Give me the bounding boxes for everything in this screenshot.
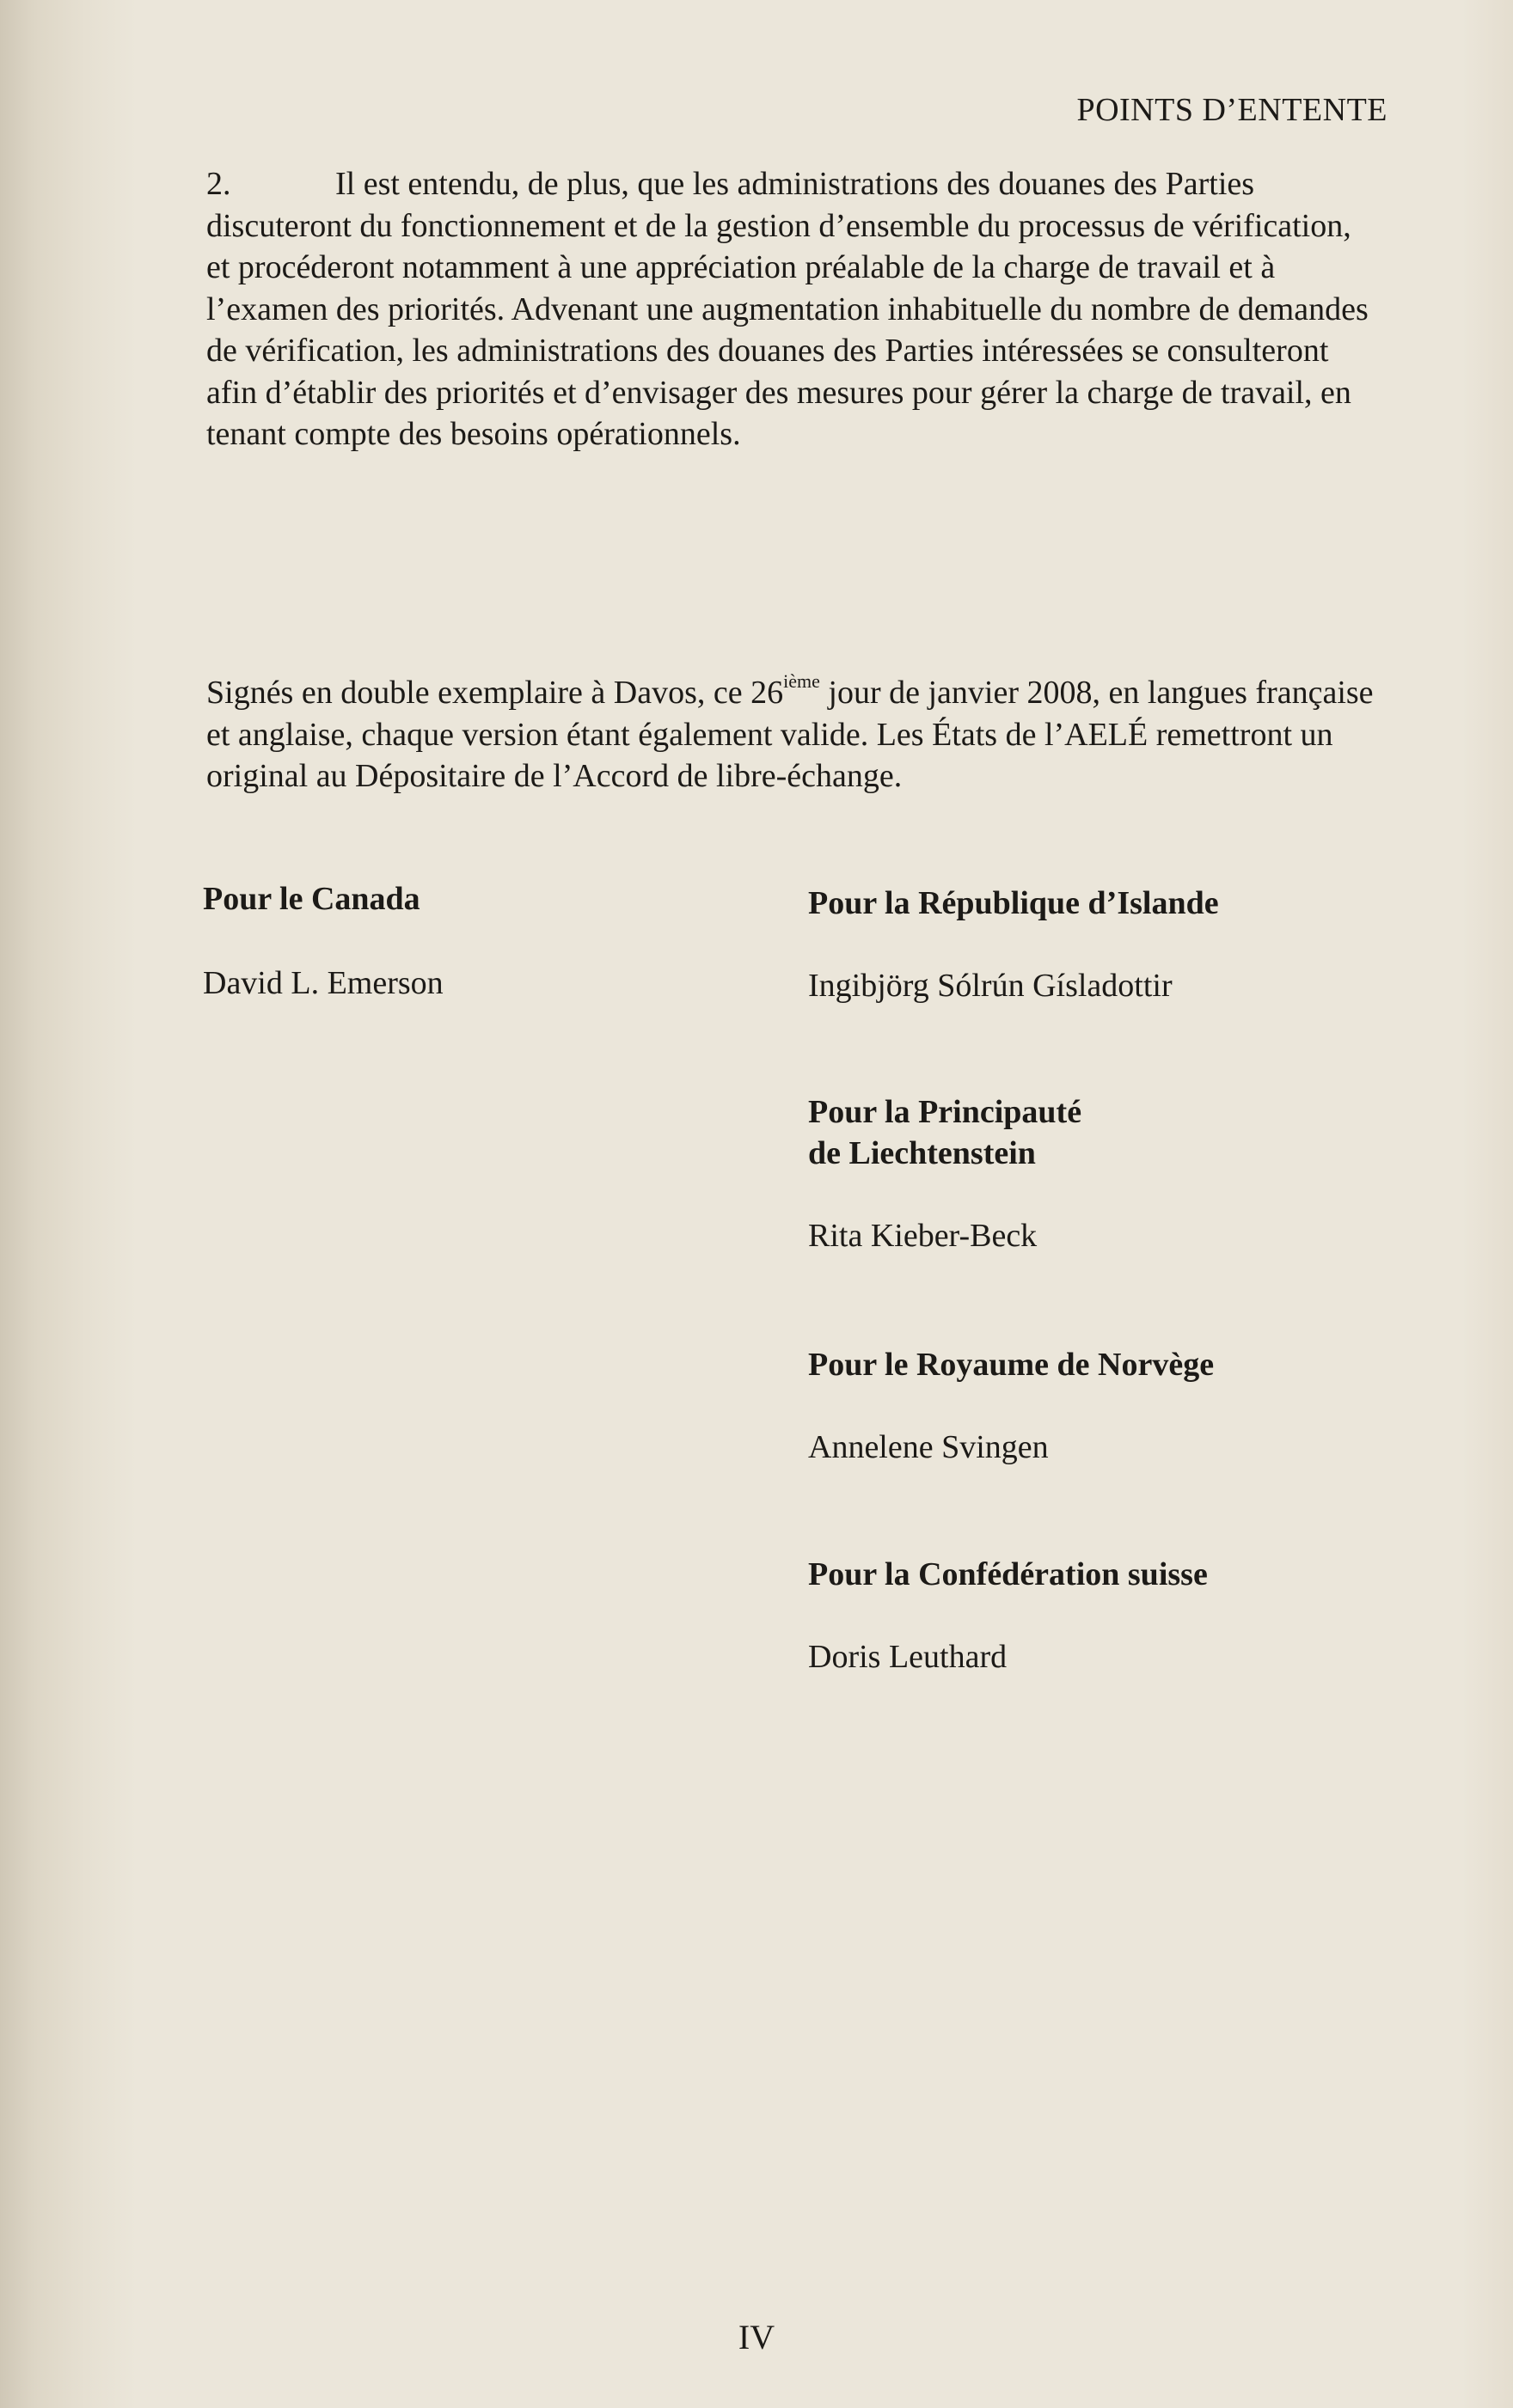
signing-statement [206,672,1393,798]
signing-ordinal-suffix: ième [783,670,820,692]
signing-text-end: jour de janvier 2008, en langues française et anglaise, chaque version étant également valide. Les États de l’AELÉ remettront un original au Dépositaire de l’Accord de libre-échange. [206,675,1374,794]
signing-text-start: Signés en double exemplaire à Davos, ce 26 [206,675,784,711]
signatory-name-liechtenstein: Rita Kieber-Beck [808,1218,1038,1254]
signatory-name-iceland: Ingibjörg Sólrún Gísladottir [808,968,1173,1004]
paragraph-text: Il est entendu, de plus, que les administrations des douanes des Parties discuteront du fonctionnement et de la gestion d’ensemble du processus de vérification, et procéderont notamment à une appréciation préalable de la charge de travail et à l’examen des priorités. Advenant une augmentation inhabituelle du nombre de demandes de vérification, les administrations des douanes des Parties intéressées se consulteront afin d’établir des priorités et d’envisager des mesures pour gérer la charge de travail, en tenant compte des besoins opérationnels. [206,166,1369,452]
paragraph-number: 2. [206,166,231,202]
signatory-heading-liechtenstein [808,1091,1081,1174]
signatory-heading-canada: Pour le Canada [203,881,420,917]
paragraph-2 [206,163,1375,455]
signatory-heading-liechtenstein-line1: Pour la Principauté [808,1094,1082,1130]
signatory-heading-switzerland: Pour la Confédération suisse [808,1556,1208,1592]
page-number: IV [738,2318,775,2356]
signatory-heading-iceland: Pour la République d’Islande [808,885,1219,921]
signatory-name-canada: David L. Emerson [203,965,444,1001]
signatory-heading-norway: Pour le Royaume de Norvège [808,1347,1215,1383]
signatory-heading-liechtenstein-line2: de Liechtenstein [808,1135,1036,1171]
signatory-name-norway: Annelene Svingen [808,1429,1049,1465]
running-header: POINTS D’ENTENTE [1076,92,1387,128]
signatory-name-switzerland: Doris Leuthard [808,1639,1008,1675]
